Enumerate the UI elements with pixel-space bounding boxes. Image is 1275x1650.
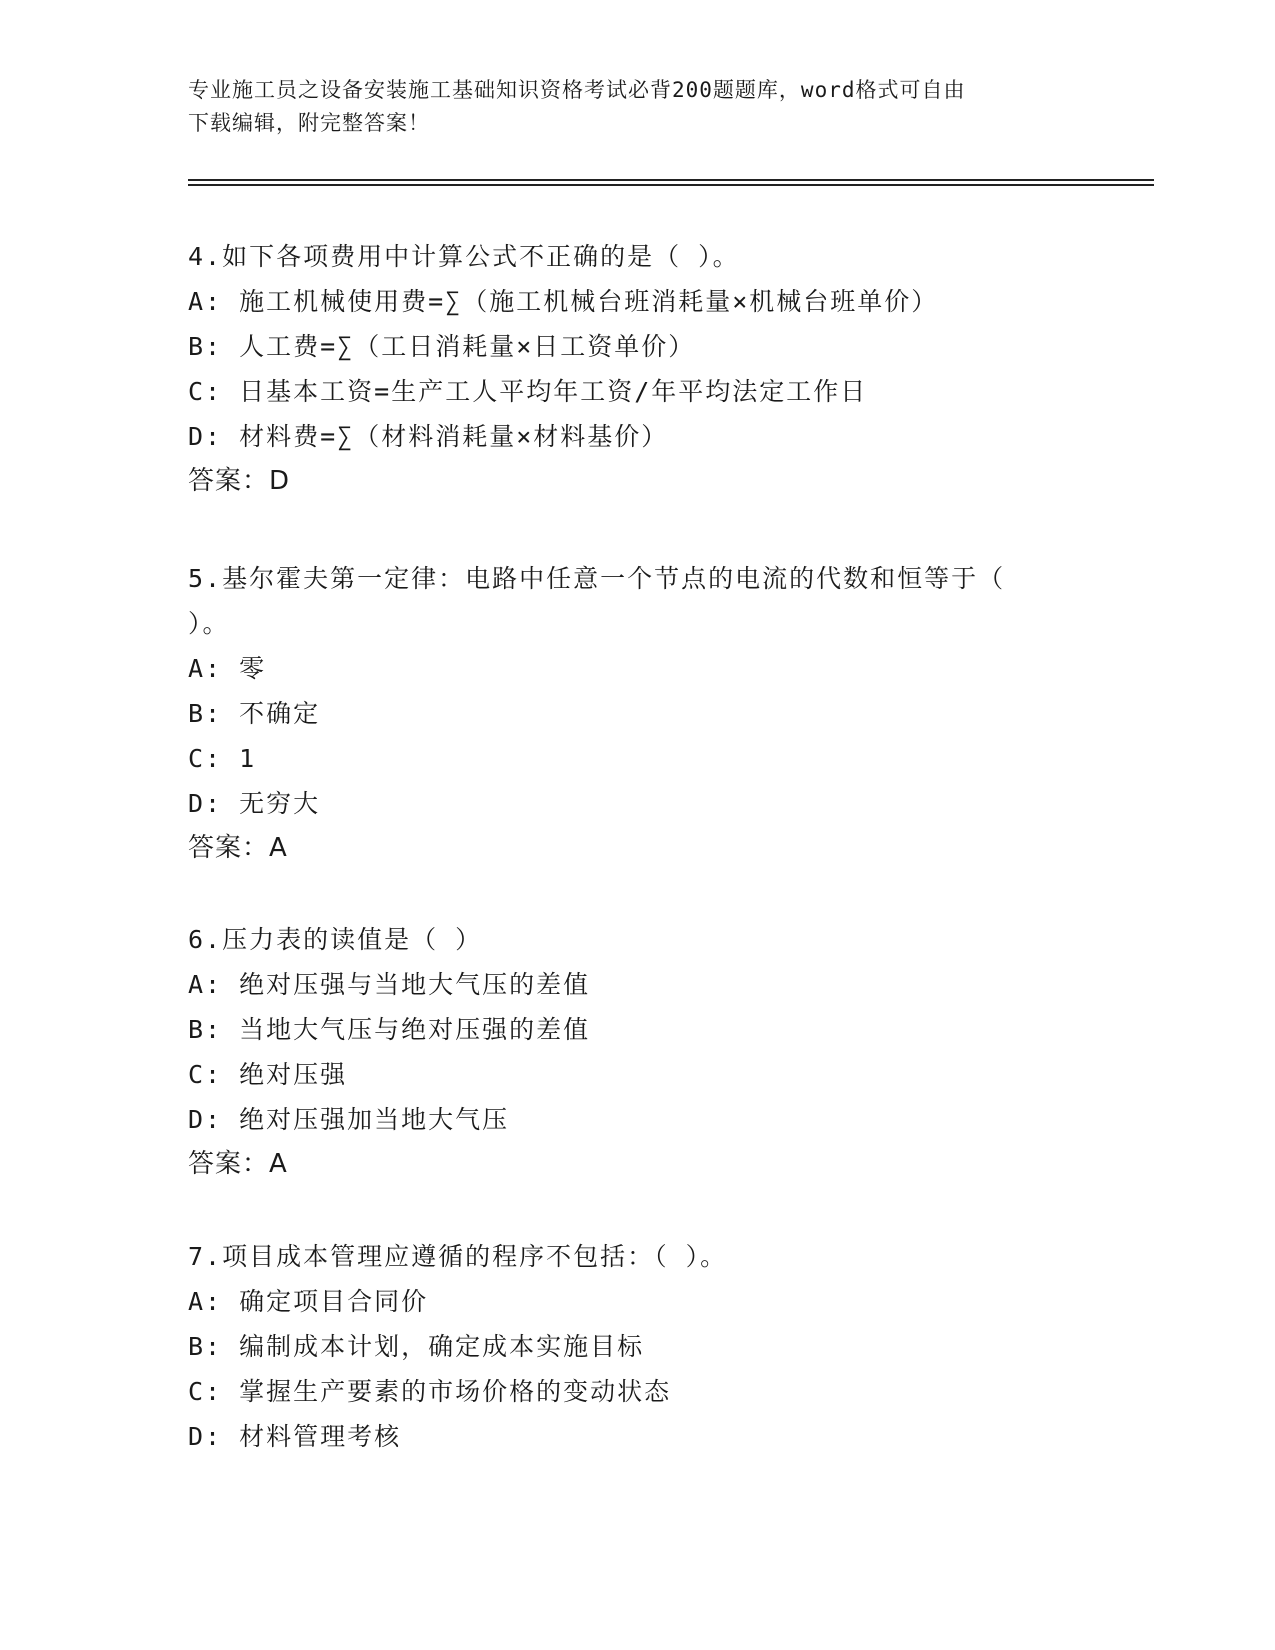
answer-label: 答案：D xyxy=(188,466,291,496)
header-divider-bottom xyxy=(188,184,1154,186)
question-stem-line: 4.如下各项费用中计算公式不正确的是（ ）。 xyxy=(188,242,740,271)
option-b: B: 编制成本计划，确定成本实施目标 xyxy=(188,1332,645,1361)
option-d: D: 材料管理考核 xyxy=(188,1422,402,1451)
option-b: B: 人工费=∑（工日消耗量×日工资单价） xyxy=(188,332,696,361)
question-stem-line: 6.压力表的读值是（ ） xyxy=(188,925,483,954)
question-4 xyxy=(188,234,1088,504)
option-a: A: 施工机械使用费=∑（施工机械台班消耗量×机械台班单价） xyxy=(188,287,939,316)
question-stem xyxy=(188,234,1088,279)
question-6 xyxy=(188,917,1088,1187)
question-stem-line: 7.项目成本管理应遵循的程序不包括：（ ）。 xyxy=(188,1242,728,1271)
option-a: A: 零 xyxy=(188,654,267,683)
header-divider-top xyxy=(188,179,1154,181)
option-d: D: 绝对压强加当地大气压 xyxy=(188,1105,510,1134)
option-d: D: 材料费=∑（材料消耗量×材料基价） xyxy=(188,422,669,451)
option-b: B: 不确定 xyxy=(188,699,321,728)
answer-label: 答案：A xyxy=(188,1149,288,1179)
question-stem-line: 5.基尔霍夫第一定律：电路中任意一个节点的电流的代数和恒等于（ xyxy=(188,564,1006,593)
option-c: C: 掌握生产要素的市场价格的变动状态 xyxy=(188,1377,672,1406)
question-5 xyxy=(188,556,1088,871)
option-b: B: 当地大气压与绝对压强的差值 xyxy=(188,1015,591,1044)
question-stem xyxy=(188,917,1088,962)
answer-label: 答案：A xyxy=(188,833,288,863)
option-a: A: 绝对压强与当地大气压的差值 xyxy=(188,970,591,999)
question-stem-line: ）。 xyxy=(188,609,230,638)
header-title-line-2: 下载编辑，附完整答案！ xyxy=(188,111,430,135)
option-c: C: 日基本工资=生产工人平均年工资/年平均法定工作日 xyxy=(188,377,868,406)
document-header xyxy=(188,74,1068,140)
question-stem xyxy=(188,1234,1088,1279)
option-c: C: 1 xyxy=(188,744,257,773)
question-stem xyxy=(188,556,1088,646)
header-title-line-1: 专业施工员之设备安装施工基础知识资格考试必背200题题库，word格式可自由 xyxy=(188,78,966,102)
option-c: C: 绝对压强 xyxy=(188,1060,348,1089)
option-d: D: 无穷大 xyxy=(188,789,321,818)
option-a: A: 确定项目合同价 xyxy=(188,1287,429,1316)
question-7 xyxy=(188,1234,1088,1459)
